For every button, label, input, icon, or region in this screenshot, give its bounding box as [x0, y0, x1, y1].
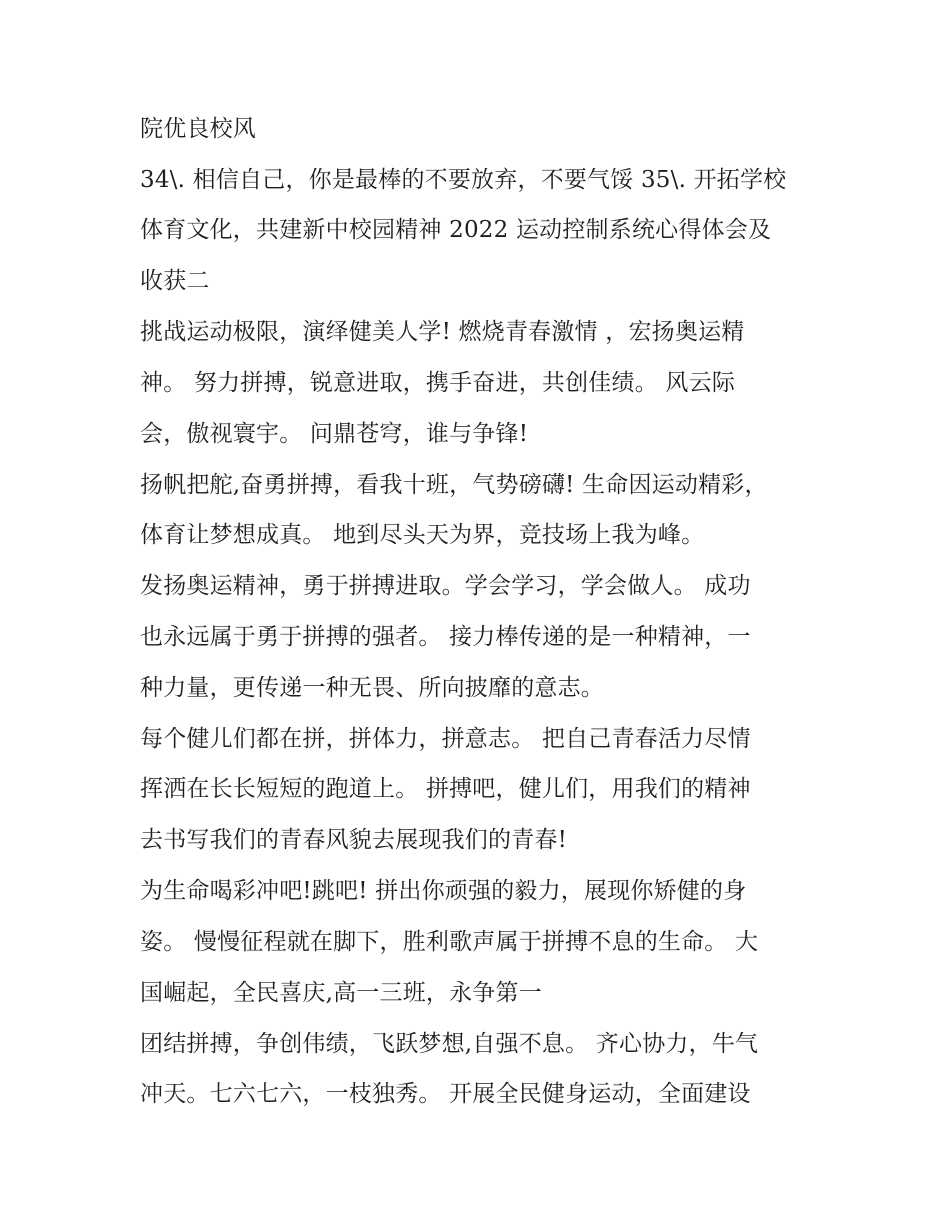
text-line: 体育文化，共建新中校园精神 2022 运动控制系统心得体会及 — [140, 217, 772, 243]
text-line: 为生命喝彩冲吧!跳吧! 拼出你顽强的毅力，展现你矫健的身 — [140, 878, 747, 904]
text-line: 也永远属于勇于拼搏的强者。 接力棒传递的是一种精神，一 — [140, 624, 751, 650]
text-line: 团结拼搏，争创伟绩，飞跃梦想,自强不息。 齐心协力，牛气 — [140, 1031, 759, 1057]
text-line: 收获二 — [140, 268, 210, 294]
text-line: 院优良校风 — [140, 116, 256, 142]
text-line: 每个健儿们都在拼，拼体力，拼意志。 把自己青春活力尽情 — [140, 726, 751, 752]
text-line: 34\. 相信自己，你是最棒的不要放弃，不要气馁 35\. 开拓学校 — [140, 167, 787, 193]
text-line: 神。 努力拼搏，锐意进取，携手奋进，共创佳绩。 风云际 — [140, 370, 736, 396]
text-line: 挑战运动极限，演绎健美人学! 燃烧青春激情 ，宏扬奥运精 — [140, 319, 745, 345]
text-line: 会，傲视寰宇。 问鼎苍穹，谁与争锋! — [140, 421, 529, 447]
text-line: 去书写我们的青春风貌去展现我们的青春! — [140, 827, 568, 853]
text-line: 扬帆把舵,奋勇拼搏，看我十班，气势磅礴! 生命因运动精彩， — [140, 472, 768, 498]
text-line: 冲天。七六七六，一枝独秀。 开展全民健身运动，全面建设 — [140, 1081, 751, 1107]
text-line: 姿。 慢慢征程就在脚下，胜利歌声属于拼搏不息的生命。 大 — [140, 929, 759, 955]
text-line: 体育让梦想成真。 地到尽头天为界，竞技场上我为峰。 — [140, 522, 705, 548]
text-line: 种力量，更传递一种无畏、所向披靡的意志。 — [140, 675, 604, 701]
text-line: 发扬奥运精神，勇于拼搏进取。学会学习，学会做人。 成功 — [140, 573, 751, 599]
text-line: 国崛起，全民喜庆,高一三班，永争第一 — [140, 980, 542, 1006]
text-line: 挥洒在长长短短的跑道上。 拼搏吧，健儿们，用我们的精神 — [140, 776, 751, 802]
